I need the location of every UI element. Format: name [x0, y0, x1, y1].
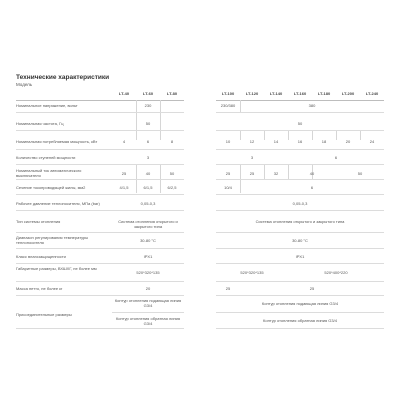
- row-label: Номинальное напряжение, вольт: [16, 103, 78, 108]
- row-separator: [216, 232, 384, 233]
- cell-value: 24: [369, 139, 375, 144]
- cell-value: 30-80 °C: [292, 238, 308, 243]
- cell-value: 6/1,5: [143, 185, 153, 190]
- cell-value: 50: [169, 171, 175, 176]
- cell-value: 20: [145, 286, 151, 291]
- cell-value: 25: [121, 171, 127, 176]
- cell-value: 520*320*135: [240, 270, 264, 275]
- cell-value: Контур отопления обратная линия G3/4: [263, 318, 337, 323]
- cell-value: 14: [273, 139, 279, 144]
- cell-value: Контур отопления подающая линия G3/4: [261, 301, 339, 306]
- header-divider-left: [16, 100, 184, 101]
- model-header: LT-240: [365, 91, 379, 96]
- row-separator: [216, 281, 384, 282]
- row-separator: [216, 179, 384, 180]
- row-label: Диапазон регулирования температуры теплоносителя: [16, 235, 89, 245]
- cell-value: 0,05-0,3: [292, 201, 308, 206]
- model-header: LT-120: [245, 91, 259, 96]
- row-separator: [16, 328, 184, 329]
- row-separator: [16, 295, 184, 296]
- cell-value: 25: [309, 286, 315, 291]
- cell-value: 16: [297, 139, 303, 144]
- cell-value: 6: [310, 185, 314, 190]
- row-separator: [216, 149, 384, 150]
- row-separator: [216, 312, 384, 313]
- cell-value: 0,05-0,3: [140, 201, 156, 206]
- row-label: Сечение токопроводящей жилы, мм2: [16, 185, 86, 190]
- cell-value: 20: [345, 139, 351, 144]
- model-header: LT-200: [341, 91, 355, 96]
- row-label: Номинальная частота, Гц: [16, 121, 64, 126]
- cell-value: 50: [145, 121, 151, 126]
- cell-value: 4/1,5: [119, 185, 129, 190]
- model-header: LT-160: [293, 91, 307, 96]
- cell-value: Система отопления открытого и закрытого типа: [255, 219, 345, 224]
- cell-value: 50: [357, 171, 363, 176]
- cell-value: IPX1: [143, 254, 153, 259]
- cell-value: 520*320*135: [136, 270, 160, 275]
- row-separator: [216, 194, 384, 195]
- row-separator: [216, 263, 384, 264]
- row-label: Присоединительные размеры: [16, 312, 72, 317]
- row-separator: [16, 179, 184, 180]
- row-label: Рабочее давление теплоносителя, МПа (bar): [16, 201, 100, 206]
- model-header: LT-140: [269, 91, 283, 96]
- model-header: LT-40: [118, 91, 130, 96]
- row-label: Номинальный ток автоматического выключателя: [16, 168, 82, 178]
- model-header: LT-60: [142, 91, 154, 96]
- row-label: Масса нетто, не более кг: [16, 286, 63, 291]
- cell-value: 6: [146, 139, 150, 144]
- cell-value: Система отопления открытого и закрытого типа: [118, 219, 178, 229]
- cell-value: 520*400*220: [324, 270, 348, 275]
- row-label: Количество ступеней мощности: [16, 155, 76, 160]
- cell-value: 10: [225, 139, 231, 144]
- row-separator: [16, 210, 184, 211]
- cell-value: 6: [334, 155, 338, 160]
- row-separator: [216, 295, 384, 296]
- model-header-label: Модель: [16, 82, 33, 87]
- page-title: Технические характеристики: [16, 74, 110, 81]
- cell-value: 3: [146, 155, 150, 160]
- row-separator: [216, 248, 384, 249]
- row-separator: [216, 112, 384, 113]
- row-label: Габаритные размеры, ВХШХГ, не более мм: [16, 266, 97, 271]
- model-header: LT-180: [317, 91, 331, 96]
- model-header: LT-80: [166, 91, 178, 96]
- cell-value: 40: [309, 171, 315, 176]
- cell-value: 40: [145, 171, 151, 176]
- cell-value: 10/4: [224, 185, 232, 190]
- row-label: Класс влагозащищенности: [16, 254, 66, 259]
- cell-value: 30-80 °C: [140, 238, 156, 243]
- row-separator: [16, 164, 184, 165]
- row-separator: [16, 149, 184, 150]
- row-separator: [16, 232, 184, 233]
- cell-value: Контур отопления обратная линия G3/4: [115, 316, 181, 326]
- cell-value: 230/380: [220, 103, 236, 108]
- row-separator: [216, 328, 384, 329]
- row-separator: [216, 164, 384, 165]
- row-separator: [16, 194, 184, 195]
- cell-value: 25: [225, 286, 231, 291]
- row-label: Тип системы отопления: [16, 219, 61, 224]
- row-separator: [16, 112, 184, 113]
- cell-value: 25: [249, 171, 255, 176]
- row-separator: [16, 130, 184, 131]
- row-separator: [16, 281, 184, 282]
- cell-value: 230: [144, 103, 152, 108]
- cell-value: 18: [321, 139, 327, 144]
- cell-value: 4: [122, 139, 126, 144]
- cell-value: 3: [250, 155, 254, 160]
- model-header: LT-100: [221, 91, 235, 96]
- header-divider-right: [216, 100, 384, 101]
- row-label: Номинальная потребляемая мощность, кВт: [16, 139, 98, 144]
- row-separator: [216, 130, 384, 131]
- cell-value: 25: [225, 171, 231, 176]
- row-separator: [112, 312, 184, 313]
- cell-value: 8: [170, 139, 174, 144]
- cell-value: 12: [249, 139, 255, 144]
- row-separator: [16, 248, 184, 249]
- cell-value: 50: [297, 121, 303, 126]
- row-separator: [16, 263, 184, 264]
- cell-value: Контур отопления подающая линия G3/4: [114, 298, 182, 308]
- cell-value: 32: [273, 171, 279, 176]
- cell-value: 6/2,5: [167, 185, 177, 190]
- cell-value: 380: [308, 103, 316, 108]
- cell-value: IPX1: [295, 254, 305, 259]
- row-separator: [216, 210, 384, 211]
